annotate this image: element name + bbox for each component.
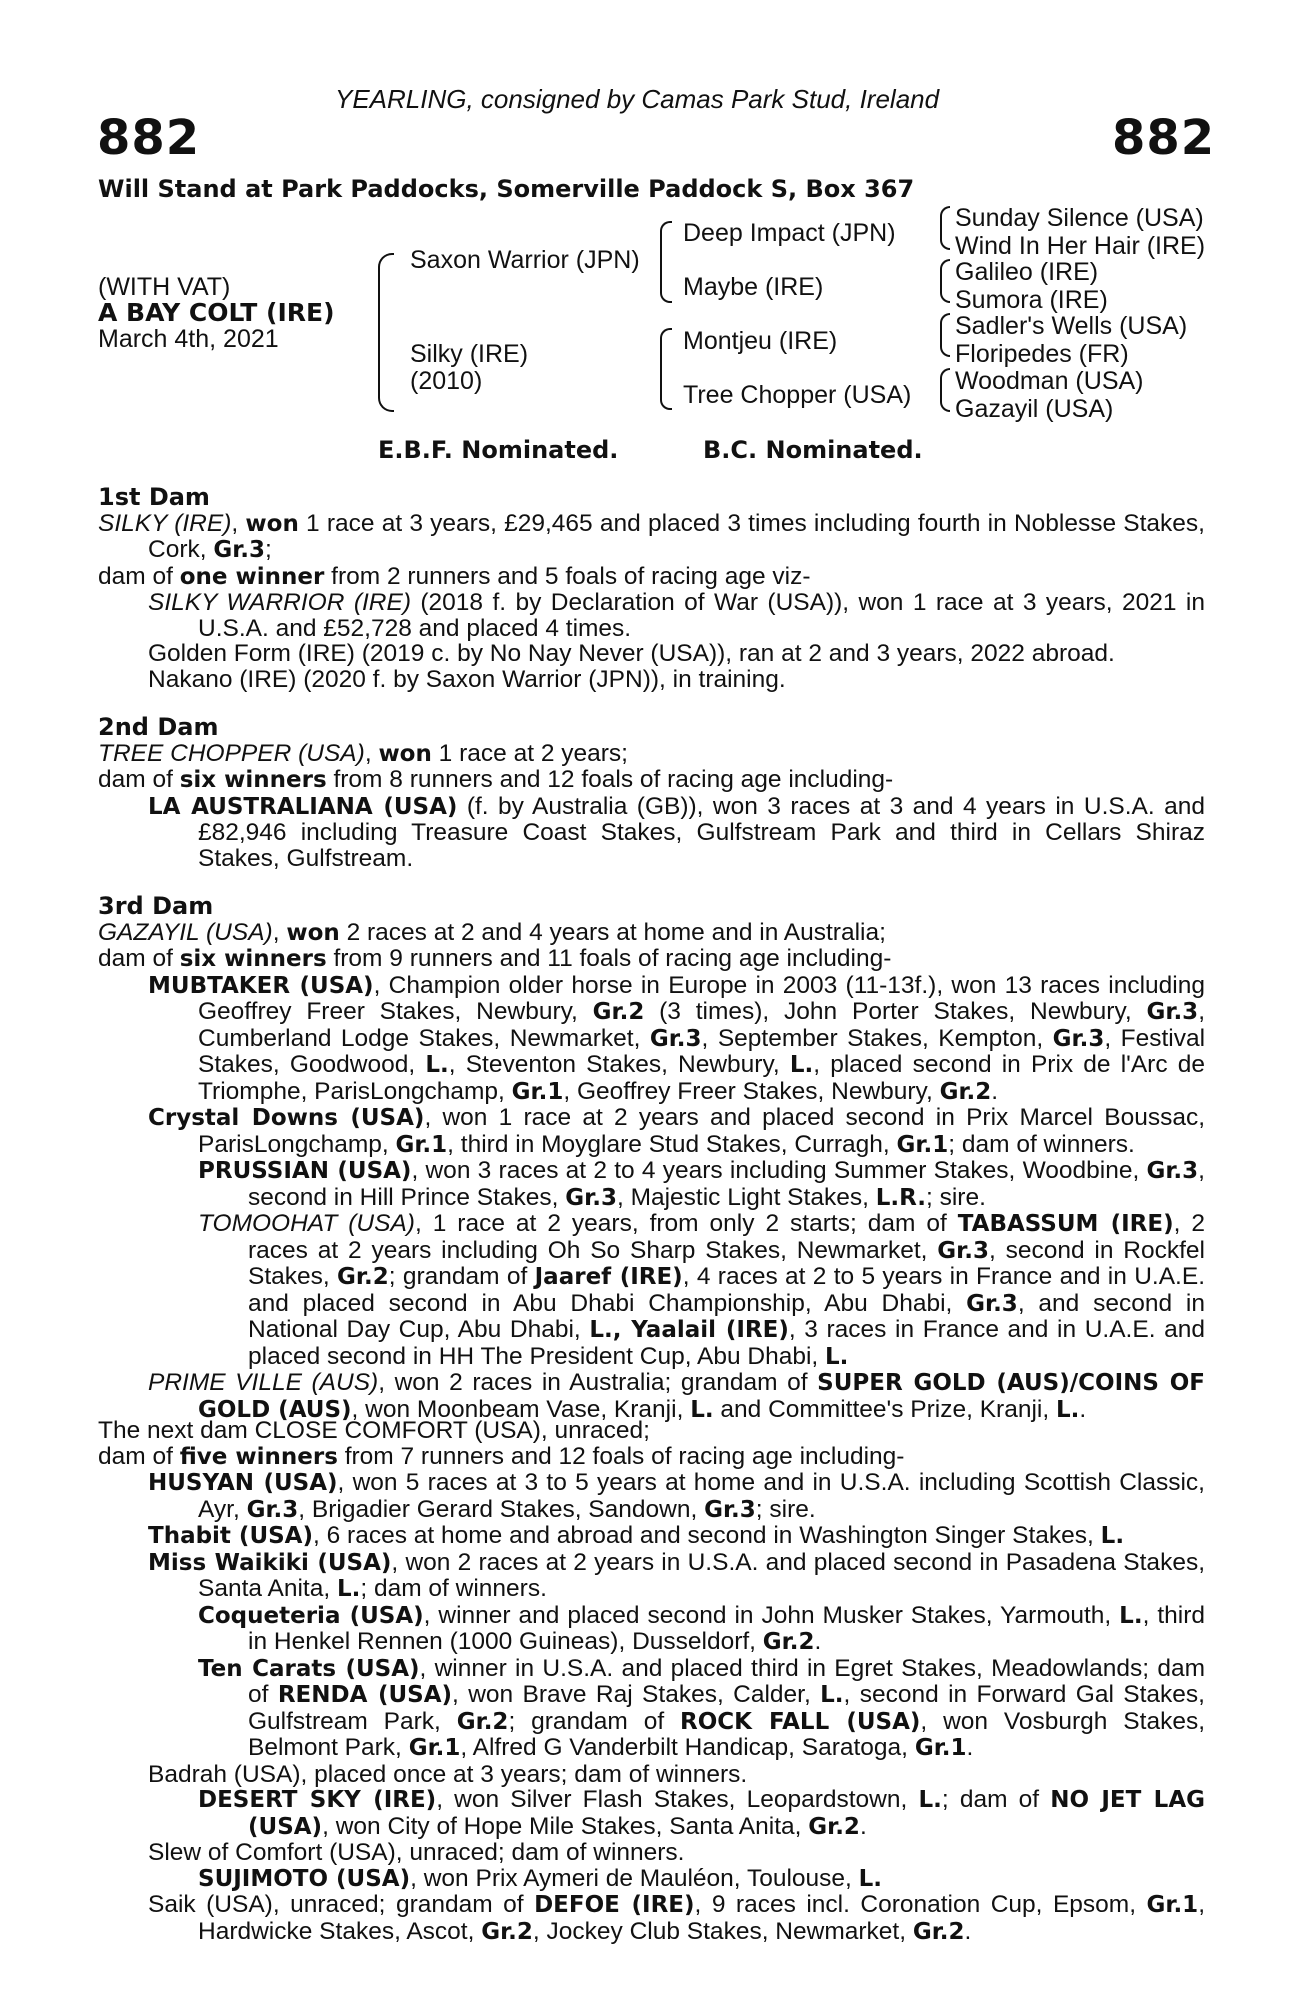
next-dam-grandproduce-3: DESERT SKY (IRE), won Silver Flash Stakes, Leopardstown, L.; dam of NO JET LAG (USA), won City of Hope Mile Stakes, Santa Anita, Gr.2. <box>198 1786 1206 1840</box>
pedigree-brace-g2 <box>940 259 950 303</box>
bc-nominated: B.C. Nominated. <box>703 436 923 464</box>
third-dam-grandproduce-2: TOMOOHAT (USA), 1 race at 2 years, from only 2 starts; dam of TABASSUM (IRE), 2 races at 2 years including Oh So Sharp Stakes, Newmarket, Gr.3, second in Rockfel Stakes, Gr.2; grandam of Jaaref (IRE), 4 races at 2 to 5 years in France and in U.A.E. and placed second in Abu Dhabi Championship, Abu Dhabi, Gr.3, and second in National Day Cup, Abu Dhabi, L., Yaalail (IRE), 3 races in France and in U.A.E. and placed second in HH The President Cup, Abu Dhabi, L. <box>198 1210 1206 1370</box>
consignor-line: YEARLING, consigned by Camas Park Stud, Ireland <box>335 84 940 114</box>
third-dam-heading: 3rd Dam <box>98 892 214 920</box>
next-dam-produce-4: Badrah (USA), placed once at 3 years; dam of winners. <box>148 1760 748 1788</box>
pedigree-dam: Silky (IRE) <box>410 340 529 368</box>
pedigree-brace-dam <box>660 328 672 410</box>
next-dam-produce-summary: dam of five winners from 7 runners and 12 foals of racing age including- <box>98 1442 905 1470</box>
next-dam-grandproduce-1: Coqueteria (USA), winner and placed second in John Musker Stakes, Yarmouth, L., third in Henkel Rennen (1000 Guineas), Dusseldorf, Gr.2. <box>198 1601 1205 1655</box>
next-dam-produce-5: Slew of Comfort (USA), unraced; dam of winners. <box>148 1839 685 1866</box>
third-dam-grandproduce-1: PRUSSIAN (USA), won 3 races at 2 to 4 years including Summer Stakes, Woodbine, Gr.3, second in Hill Prince Stakes, Gr.3, Majestic Light Stakes, L.R.; sire. <box>198 1157 1205 1211</box>
next-dam-produce-2: Thabit (USA), 6 races at home and abroad and second in Washington Singer Stakes, L. <box>148 1522 1125 1549</box>
lot-number-right: 882 <box>1112 110 1216 166</box>
pedigree-sire: Saxon Warrior (JPN) <box>410 246 640 274</box>
pedigree-g6: Floripedes (FR) <box>955 340 1129 368</box>
second-dam-heading: 2nd Dam <box>98 713 219 741</box>
second-dam-record: TREE CHOPPER (USA), won 1 race at 2 years; <box>98 739 628 767</box>
third-dam-produce-1: MUBTAKER (USA), Champion older horse in Europe in 2003 (11-13f.), won 13 races including Geoffrey Freer Stakes, Newbury, Gr.2 (3 times), John Porter Stakes, Newbury, Gr.3, Cumberland Lodge Stakes, Newmarket, Gr.3, September Stakes, Kempton, Gr.3, Festival Stakes, Goodwood, L., Steventon Stakes, Newbury, L., placed second in Prix de l'Arc de Triomphe, ParisLongchamp, Gr.1, Geoffrey Freer Stakes, Newbury, Gr.2. <box>148 971 1206 1105</box>
first-dam-produce-2: Golden Form (IRE) (2019 c. by No Nay Never (USA)), ran at 2 and 3 years, 2022 abroad. <box>148 640 1115 667</box>
first-dam-produce-summary: dam of one winner from 2 runners and 5 foals of racing age viz- <box>98 562 811 590</box>
next-dam-produce-3: Miss Waikiki (USA), won 2 races at 2 years in U.S.A. and placed second in Pasadena Stakes, Santa Anita, L.; dam of winners. <box>148 1548 1205 1602</box>
pedigree-brace-g1 <box>940 206 950 250</box>
third-dam-produce-3: PRIME VILLE (AUS), won 2 races in Australia; grandam of SUPER GOLD (AUS)/COINS OF GOLD (AUS), won Moonbeam Vase, Kranji, L. and Committee's Prize, Kranji, L.. <box>148 1369 1206 1423</box>
pedigree-g4: Sumora (IRE) <box>955 286 1108 314</box>
next-dam-grandproduce-2: Ten Carats (USA), winner in U.S.A. and placed third in Egret Stakes, Meadowlands; dam of RENDA (USA), won Brave Raj Stakes, Calder, L., second in Forward Gal Stakes, Gulfstream Park, Gr.2; grandam of ROCK FALL (USA), won Vosburgh Stakes, Belmont Park, Gr.1, Alfred G Vanderbilt Handicap, Saratoga, Gr.1. <box>198 1654 1206 1761</box>
first-dam-produce-1: SILKY WARRIOR (IRE) (2018 f. by Declaration of War (USA)), won 1 race at 3 years, 2021 in U.S.A. and £52,728 and placed 4 times. <box>148 589 1205 642</box>
next-dam-record: The next dam CLOSE COMFORT (USA), unraced; <box>98 1417 650 1444</box>
pedigree-g5: Sadler's Wells (USA) <box>955 312 1188 340</box>
pedigree-brace-main <box>378 253 394 412</box>
third-dam-record: GAZAYIL (USA), won 2 races at 2 and 4 years at home and in Australia; <box>98 918 886 946</box>
third-dam-produce-summary: dam of six winners from 9 runners and 11 foals of racing age including- <box>98 945 892 972</box>
pedigree-sire-sire: Deep Impact (JPN) <box>683 219 896 247</box>
next-dam-produce-6: Saik (USA), unraced; grandam of DEFOE (IRE), 9 races incl. Coronation Cup, Epsom, Gr.1, Hardwicke Stakes, Ascot, Gr.2, Jockey Club Stakes, Newmarket, Gr.2. <box>148 1891 1205 1945</box>
pedigree-brace-g3 <box>940 313 950 357</box>
pedigree-dam-sire: Montjeu (IRE) <box>683 327 838 355</box>
first-dam-section <box>98 485 1205 692</box>
pedigree-dam-year: (2010) <box>410 367 483 395</box>
pedigree-g3: Galileo (IRE) <box>955 258 1099 286</box>
pedigree-g1: Sunday Silence (USA) <box>955 204 1204 232</box>
pedigree-g8: Gazayil (USA) <box>955 395 1114 423</box>
lot-title: A BAY COLT (IRE) <box>98 298 335 327</box>
next-dam-section <box>98 1418 1205 1945</box>
ebf-nominated: E.B.F. Nominated. <box>378 436 619 464</box>
first-dam-produce-3: Nakano (IRE) (2020 f. by Saxon Warrior (JPN)), in training. <box>148 665 786 693</box>
pedigree-g2: Wind In Her Hair (IRE) <box>955 232 1206 260</box>
second-dam-section <box>98 715 1205 871</box>
pedigree-g7: Woodman (USA) <box>955 367 1144 395</box>
foaling-date: March 4th, 2021 <box>98 325 279 353</box>
pedigree-dam-dam: Tree Chopper (USA) <box>683 381 912 409</box>
first-dam-heading: 1st Dam <box>98 483 210 511</box>
next-dam-grandproduce-4: SUJIMOTO (USA), won Prix Aymeri de Mauléon, Toulouse, L. <box>198 1864 883 1892</box>
first-dam-record: SILKY (IRE), won 1 race at 3 years, £29,465 and placed 3 times including fourth in Noblesse Stakes, Cork, Gr.3; <box>98 509 1205 563</box>
lot-number-left: 882 <box>97 110 201 166</box>
third-dam-section <box>98 894 1205 1423</box>
next-dam-produce-1: HUSYAN (USA), won 5 races at 3 to 5 years at home and in U.S.A. including Scottish Classic, Ayr, Gr.3, Brigadier Gerard Stakes, Sandown, Gr.3; sire. <box>148 1469 1205 1523</box>
pedigree-sire-dam: Maybe (IRE) <box>683 273 824 301</box>
stand-location: Will Stand at Park Paddocks, Somerville Paddock S, Box 367 <box>98 175 915 203</box>
third-dam-produce-2: Crystal Downs (USA), won 1 race at 2 years and placed second in Prix Marcel Boussac, ParisLongchamp, Gr.1, third in Moyglare Stud Stakes, Curragh, Gr.1; dam of winners. <box>148 1104 1206 1158</box>
vat-note: (WITH VAT) <box>98 273 231 301</box>
second-dam-produce-1: LA AUSTRALIANA (USA) (f. by Australia (GB)), won 3 races at 3 and 4 years in U.S.A. and £82,946 including Treasure Coast Stakes, Gulfstream Park and third in Cellars Shiraz Stakes, Gulfstream. <box>148 792 1205 872</box>
pedigree-brace-sire <box>660 221 672 303</box>
second-dam-produce-summary: dam of six winners from 8 runners and 12 foals of racing age including- <box>98 766 894 793</box>
pedigree-brace-g4 <box>940 368 950 412</box>
